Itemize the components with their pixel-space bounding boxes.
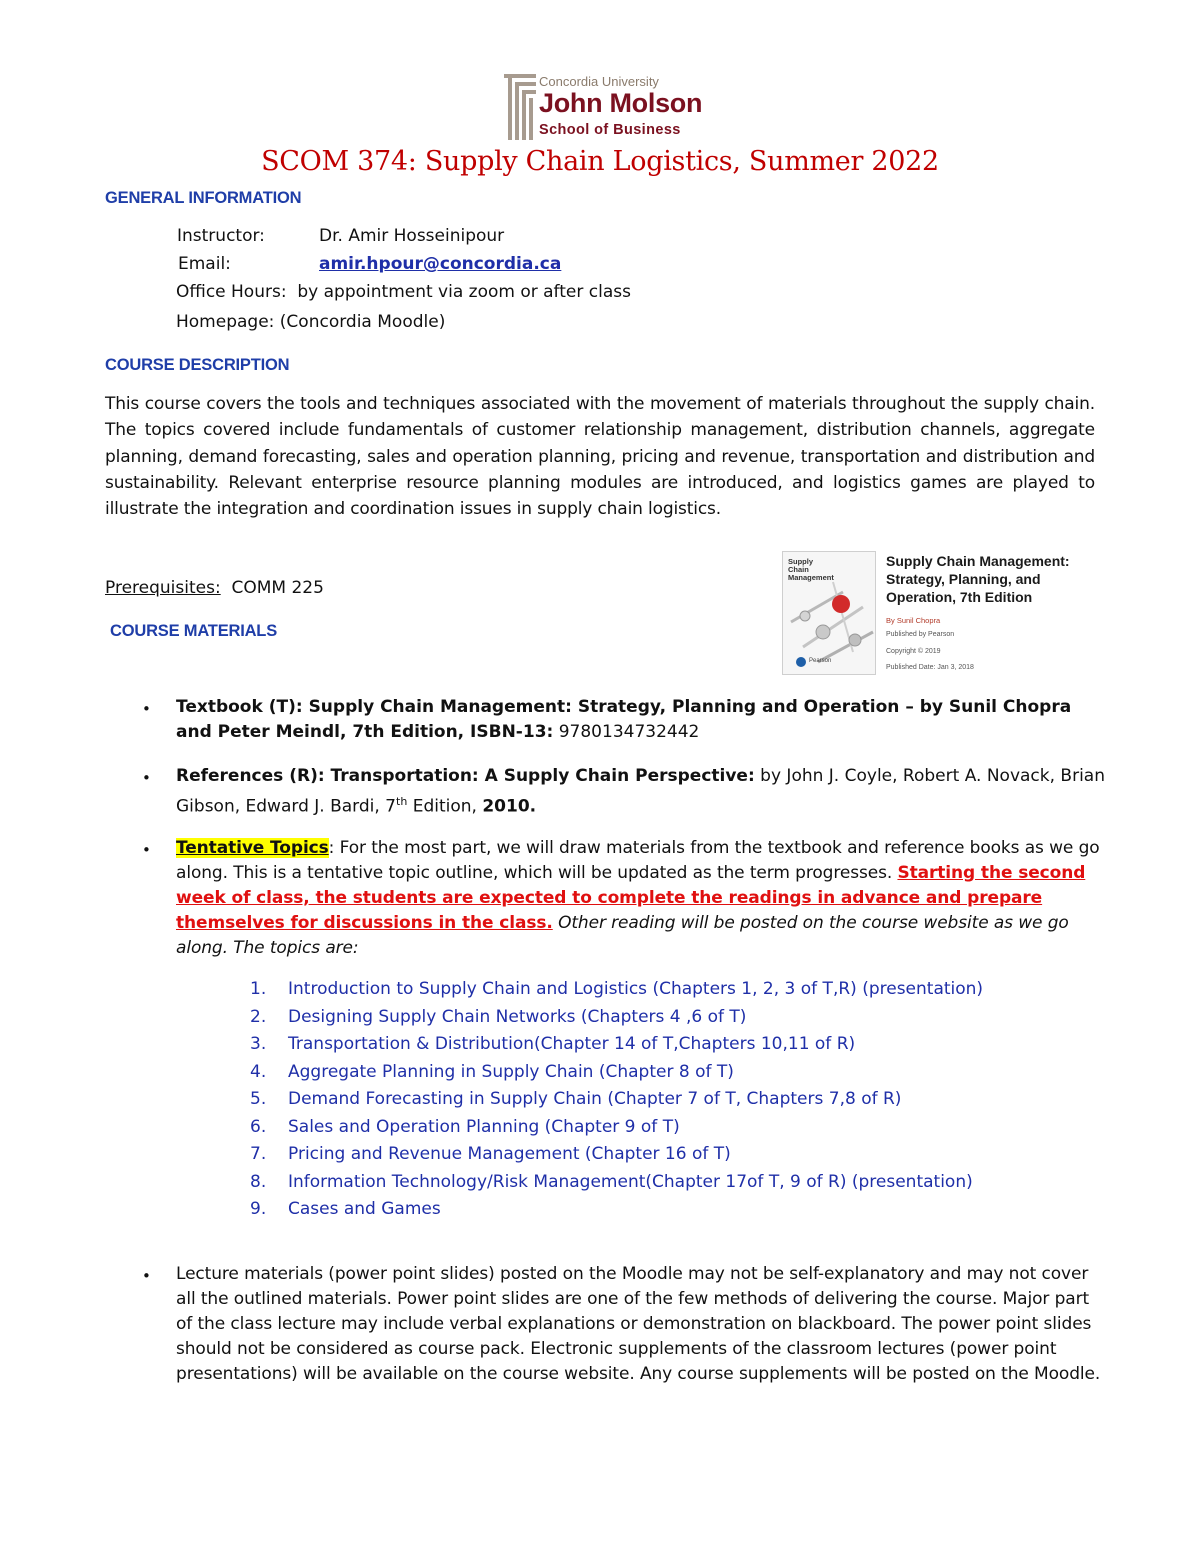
logo-emblem-icon [503,70,537,142]
topic-item [250,1141,983,1169]
topics-list [250,976,983,1224]
homepage-row [176,312,445,332]
textbook-info-publisher: Published by Pearson [886,631,955,638]
office-hours-row [176,282,631,302]
tentative-topics-notice: Starting the second week of class, the students are expected to complete the readings in advance and prepare themselves for discussions in the class. [176,863,1086,933]
topic-number: 7. [250,1144,267,1164]
course-description-heading: COURSE DESCRIPTION [105,356,290,374]
email-row [178,254,561,274]
logo-university: Concordia University [539,74,659,89]
references-sup: th [396,795,408,808]
instructor-row [177,226,504,246]
tentative-topics-item [176,836,1106,961]
textbook-info [886,552,1106,675]
topic-number: 5. [250,1089,267,1109]
references-year: 2010. [482,796,537,817]
topic-number: 6. [250,1116,267,1137]
logo-school-sub: School of Business [539,122,681,138]
course-materials-heading: COURSE MATERIALS [110,622,277,640]
topic-text: Transportation & Distribution(Chapter 14 of T,Chapters 10,11 of R) [288,1034,856,1054]
references-authors: by John J. Coyle, Robert A. Novack, Brian Gibson, Edward J. Bardi, 7 [176,766,1105,817]
topic-item [250,1031,983,1059]
instructor-value: Dr. Amir Hosseinipour [319,226,505,246]
topic-number: 2. [250,1006,267,1027]
prerequisites-value: COMM 225 [231,578,324,598]
email-label: Email: [178,254,231,274]
topic-text: Information Technology/Risk Management(Chapter 17of T, 9 of R) (presentation) [288,1171,973,1192]
topic-number: 3. [250,1034,267,1054]
page-title: SCOM 374: Supply Chain Logistics, Summer 2022 [261,146,939,177]
topic-item [250,1004,983,1032]
university-logo [503,70,701,142]
references-title: References (R): Transportation: A Supply Chain Perspective: [176,766,755,786]
references-edition: Edition, [412,796,477,817]
cover-graphic-icon [783,552,875,674]
topic-item [250,1059,983,1087]
instructor-label: Instructor: [177,226,265,246]
bullet-textbook: • [142,700,151,718]
email-link[interactable]: amir.hpour@concordia.ca [319,254,562,274]
lecture-materials-text: Lecture materials (power point slides) posted on the Moodle may not be self-explanatory and may not cover all the outlined materials. Power point slides are one of the few methods of delivering the course. Major part of the class lecture may include verbal explanations or demonstration on blackboard. The power point slides should not be considered as course pack. Electronic supplements of the classroom lectures (power point presentations) will be available on the course website. Any course supplements will be posted on the Moodle. [176,1264,1101,1384]
topic-text: Introduction to Supply Chain and Logistics (Chapters 1, 2, 3 of T,R) (presentation) [288,979,984,999]
cover-title: Supply Chain Management [788,557,834,582]
topic-text: Sales and Operation Planning (Chapter 9 of T) [288,1116,680,1137]
topic-text: Pricing and Revenue Management (Chapter 16 of T) [288,1144,731,1164]
bullet-references: • [142,769,151,787]
homepage-value: (Concordia Moodle) [279,312,446,332]
topic-item [250,976,983,1004]
bullet-lecture: • [142,1267,151,1285]
textbook-info-date: Published Date: Jan 3, 2018 [886,664,974,671]
prerequisites [105,578,324,598]
topic-text: Cases and Games [288,1199,441,1219]
textbook-cover-image [782,551,876,675]
topic-text: Demand Forecasting in Supply Chain (Chapter 7 of T, Chapters 7,8 of R) [288,1089,902,1109]
topic-number: 1. [250,979,267,999]
office-hours-value: by appointment via zoom or after class [297,282,631,302]
textbook-item [176,695,1106,745]
tentative-topics-note: Other reading will be posted on the course website as we go along. The topics are: [176,913,1069,958]
tentative-topics-text: For the most part, we will draw materials from the textbook and reference books as we go along. This is a tentative topic outline, which will be updated as the term progresses. [176,838,1100,883]
topic-item [250,1086,983,1114]
tentative-topics-colon: : [328,838,335,858]
course-description-text: This course covers the tools and techniques associated with the movement of materials throughout the supply chain. The topics covered include fundamentals of customer relationship management, distribution channels, aggregate planning, demand forecasting, sales and operation planning, pricing and revenue, transportation and distribution and sustainability. Relevant enterprise resource planning modules are introduced, and logistics games are played to illustrate the integration and coordination issues in supply chain logistics. [105,394,1095,520]
textbook-text: Textbook (T): Supply Chain Management: Strategy, Planning and Operation – by Sunil Chopra and Peter Meindl, 7th Edition, ISBN-13: [176,697,1072,742]
textbook-isbn: 9780134732442 [558,722,700,742]
textbook-info-title: Supply Chain Management: Strategy, Planning, and Operation, 7th Edition [886,553,1070,605]
tentative-topics-label: Tentative Topics [176,838,329,858]
bullet-tentative: • [142,841,151,859]
textbook-info-copyright: Copyright © 2019 [886,647,941,655]
homepage-label: Homepage: [176,312,275,332]
topic-number: 8. [250,1171,267,1192]
textbook-info-author: By Sunil Chopra [886,616,941,625]
office-hours-label: Office Hours: [176,282,287,302]
topic-text: Aggregate Planning in Supply Chain (Chapter 8 of T) [288,1061,734,1082]
cover-publisher: Pearson [809,658,832,664]
topic-text: Designing Supply Chain Networks (Chapters 4 ,6 of T) [288,1006,747,1027]
topic-item [250,1169,983,1197]
topic-number: 9. [250,1199,267,1219]
logo-school-name: John Molson [539,88,703,118]
references-item [176,764,1106,820]
topic-item [250,1114,983,1142]
topic-number: 4. [250,1061,267,1082]
topic-item [250,1196,983,1224]
prerequisites-label: Prerequisites: [105,578,221,598]
general-info-heading: GENERAL INFORMATION [105,189,302,207]
